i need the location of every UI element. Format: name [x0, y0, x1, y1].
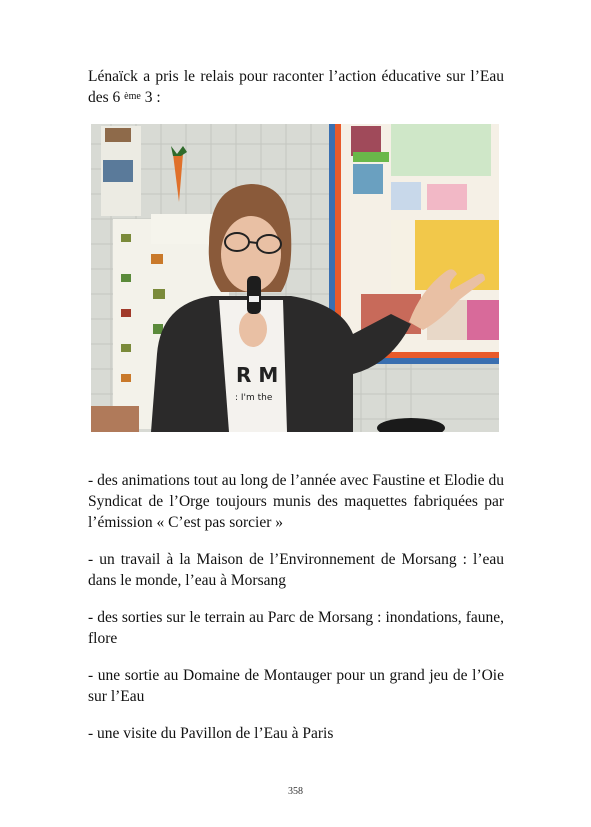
- intro-paragraph: [88, 66, 504, 110]
- page-number: 358: [288, 786, 303, 797]
- activities-list: [88, 470, 504, 760]
- photo-illustration: [91, 124, 499, 432]
- intro-text: Lénaïck a pris le relais pour raconter l’action éducative sur l’Eau des 6: [88, 68, 504, 106]
- photo-student-presenting: [91, 124, 499, 432]
- shirt-text-1: R M: [236, 363, 279, 387]
- intro-superscript: ème: [124, 91, 141, 102]
- list-item: - un travail à la Maison de l’Environnement de Morsang : l’eau dans le monde, l’eau à Morsang: [88, 551, 504, 589]
- list-item: - une visite du Pavillon de l’Eau à Paris: [88, 725, 334, 742]
- shirt-text-2: : I'm the: [235, 393, 273, 403]
- list-item: - des sorties sur le terrain au Parc de Morsang : inondations, faune, flore: [88, 609, 504, 647]
- list-item: - des animations tout au long de l’année avec Faustine et Elodie du Syndicat de l’Orge toujours munis des maquettes fabriquées par l’émission « C’est pas sorcier »: [88, 472, 504, 531]
- list-item: - une sortie au Domaine de Montauger pour un grand jeu de l’Oie sur l’Eau: [88, 667, 504, 705]
- intro-text-end: 3 :: [140, 89, 161, 106]
